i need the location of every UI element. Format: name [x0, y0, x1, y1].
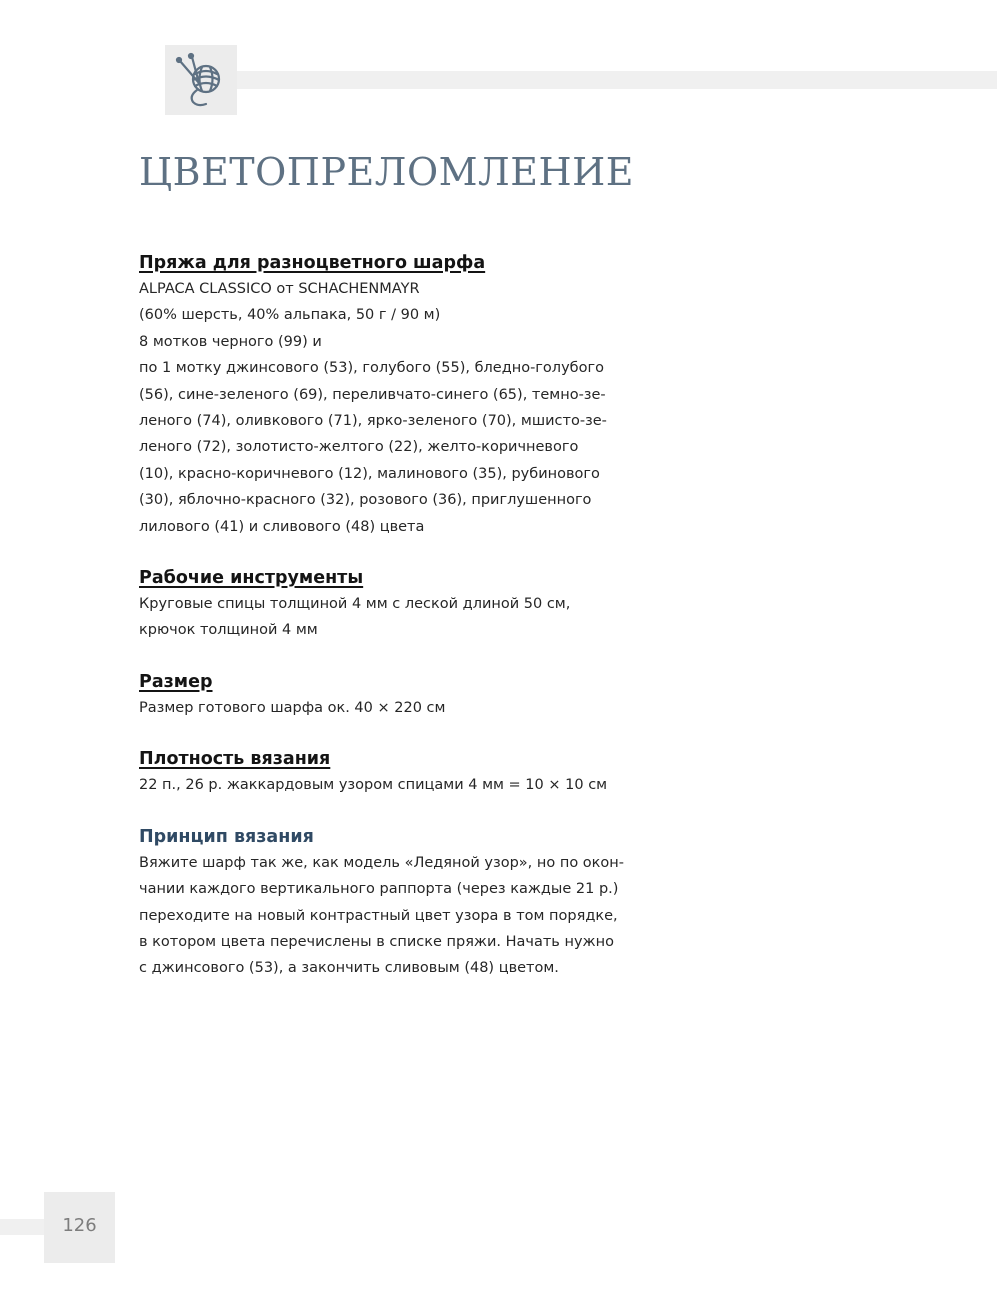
- text-line: в котором цвета перечислены в списке пряжи. Начать нужно: [139, 933, 614, 950]
- header-band: [236, 71, 997, 89]
- section-heading-gauge: Плотность вязания: [139, 749, 331, 770]
- section-heading-size: Размер: [139, 671, 213, 692]
- text-line: (60% шерсть, 40% альпака, 50 г / 90 м): [139, 307, 441, 324]
- text-line: леного (74), оливкового (71), ярко-зеленого (70), мшисто-зе-: [139, 413, 607, 430]
- page-title: ЦВЕТОПРЕЛОМЛЕНИЕ: [139, 150, 634, 194]
- section-heading-tools: Рабочие инструменты: [139, 568, 364, 589]
- section-heading-yarn: Пряжа для разноцветного шарфа: [139, 253, 486, 273]
- footer-band: [0, 1219, 44, 1235]
- text-line: (30), яблочно-красного (32), розового (36), приглушенного: [139, 492, 592, 509]
- yarn-ball-with-needles-icon: [171, 50, 231, 110]
- section-tools: [139, 565, 639, 644]
- text-line: крючок толщиной 4 мм: [139, 622, 318, 639]
- logo-box: [165, 45, 237, 115]
- text-line: (56), сине-зеленого (69), переливчато-синего (65), темно-зе-: [139, 386, 606, 403]
- section-yarn: [139, 250, 639, 540]
- text-line: чании каждого вертикального раппорта (через каждые 21 р.): [139, 881, 619, 898]
- section-size: [139, 669, 639, 721]
- text-line: Вяжите шарф так же, как модель «Ледяной узор», но по окон-: [139, 854, 625, 871]
- text-line: 8 мотков черного (99) и: [139, 333, 322, 350]
- text-line: с джинсового (53), а закончить сливовым (48) цветом.: [139, 960, 559, 977]
- text-line: лилового (41) и сливового (48) цвета: [139, 518, 425, 535]
- text-line: переходите на новый контрастный цвет узора в том порядке,: [139, 907, 618, 924]
- text-line: ALPACA CLASSICO от SCHACHENMAYR: [139, 281, 420, 297]
- page-number-box: [44, 1192, 115, 1263]
- section-heading-principle: Принцип вязания: [139, 826, 314, 847]
- text-line: леного (72), золотисто-желтого (22), желто-коричневого: [139, 439, 579, 456]
- section-gauge: [139, 746, 639, 798]
- text-line: по 1 мотку джинсового (53), голубого (55), бледно-голубого: [139, 360, 604, 377]
- text-line: (10), красно-коричневого (12), малинового (35), рубинового: [139, 465, 600, 482]
- page-number: 126: [62, 1215, 97, 1236]
- text-line: Круговые спицы толщиной 4 мм с леской длиной 50 см,: [139, 596, 571, 613]
- section-principle: [139, 824, 639, 982]
- text-line: 22 п., 26 р. жаккардовым узором спицами 4 мм = 10 × 10 см: [139, 777, 608, 794]
- content: [139, 250, 639, 1007]
- text-line: Размер готового шарфа ок. 40 × 220 см: [139, 699, 446, 716]
